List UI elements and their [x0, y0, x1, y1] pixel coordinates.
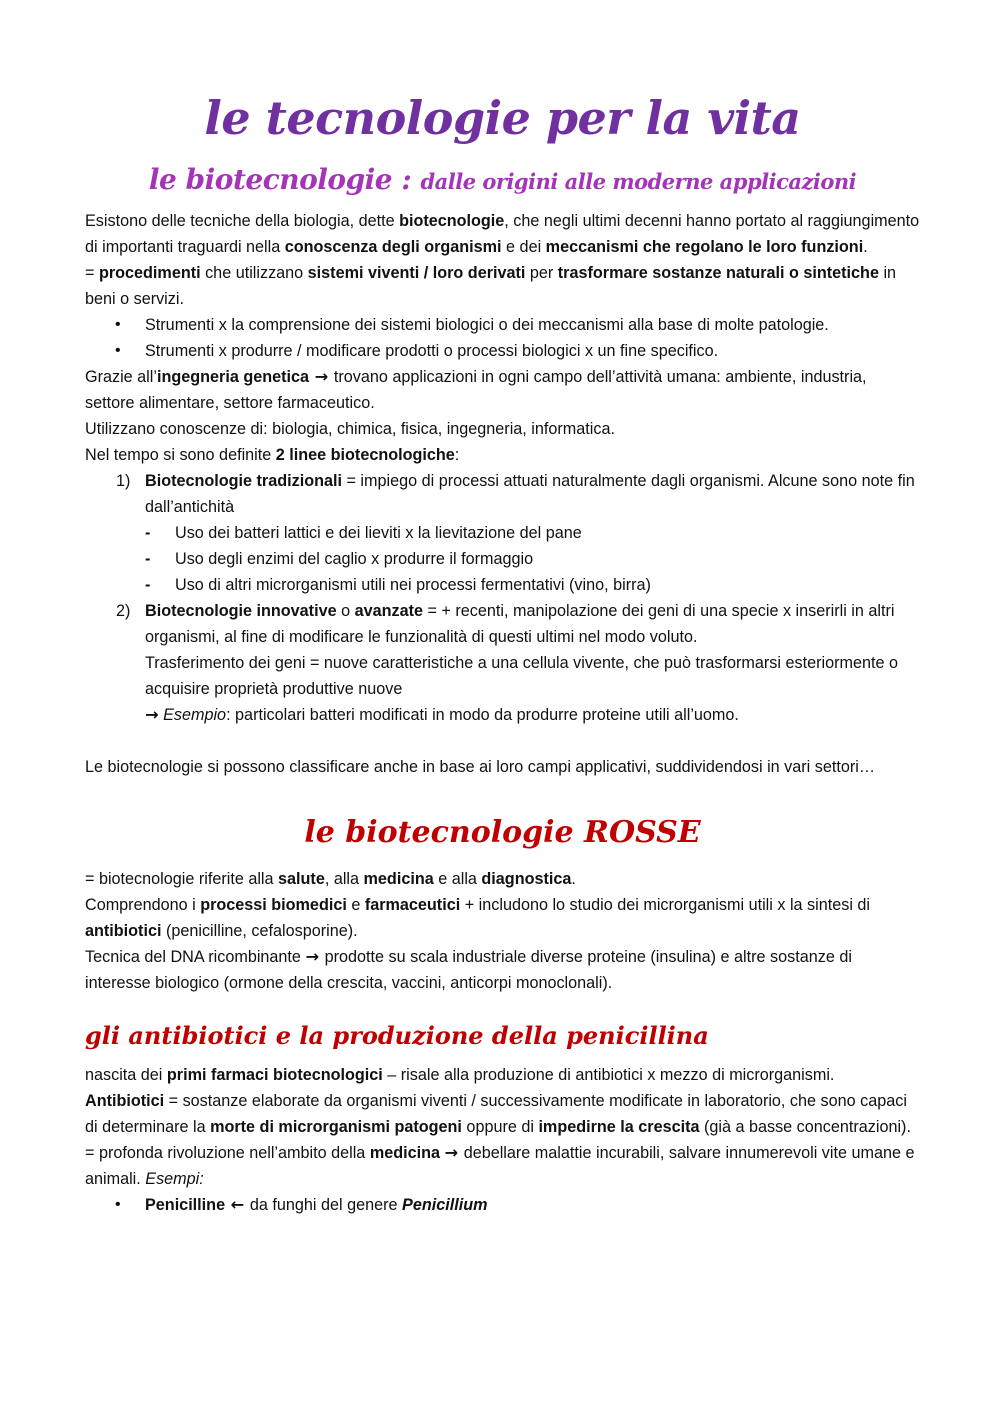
page-title: le tecnologie per la vita	[204, 91, 801, 145]
antibiotics-paragraph-2	[85, 1088, 920, 1140]
text-segment: e dei	[501, 238, 546, 256]
bold-text: diagnostica	[481, 870, 572, 888]
bold-text: conoscenza degli organismi	[284, 238, 502, 256]
bold-text: procedimenti	[98, 264, 201, 282]
text-segment: , alla	[324, 870, 364, 888]
text-segment: e	[346, 896, 365, 914]
text-segment: .	[863, 238, 868, 256]
intro-bullet-list	[85, 312, 920, 364]
text-segment: :	[454, 446, 460, 464]
text-segment: nascita dei	[85, 1066, 167, 1084]
text-segment: e alla	[433, 870, 482, 888]
arrow-icon: →	[309, 367, 334, 386]
intro-paragraph-1	[85, 208, 920, 260]
text-segment: oppure di	[461, 1118, 539, 1136]
text-segment: o	[336, 602, 355, 620]
text-segment: Grazie all’	[85, 368, 157, 386]
bold-text: sistemi viventi / loro derivati	[307, 264, 526, 282]
bold-text: trasformare sostanze naturali o sintetiche	[557, 264, 879, 282]
list-item-traditional	[85, 468, 920, 598]
bold-text: Biotecnologie innovative	[145, 602, 337, 620]
text-segment: debellare malattie incurabili, salvare innumerevoli vite umane e animali.	[85, 1144, 915, 1188]
list-item	[85, 1192, 920, 1218]
document-page	[85, 0, 920, 1218]
gene-transfer-text: Trasferimento dei geni = nuove caratteristiche a una cellula vivente, che può trasformarsi esteriormente o acquisire proprietà produttive nuove	[145, 654, 898, 698]
bold-text: morte di microrganismi patogeni	[210, 1118, 462, 1136]
bold-text: medicina	[369, 1144, 440, 1162]
antibiotics-bullet-list	[85, 1192, 920, 1218]
text-segment: + includono lo studio dei microrganismi utili x la sintesi di	[460, 896, 871, 914]
red-paragraph-1	[85, 866, 920, 892]
arrow-icon: →	[444, 1143, 464, 1162]
bold-text: 2 linee biotecnologiche	[275, 446, 455, 464]
bold-text: antibiotici	[85, 922, 162, 940]
list-item-innovative	[85, 598, 920, 728]
red-biotech-heading: le biotecnologie ROSSE	[304, 815, 701, 850]
text-segment: (penicilline, cefalosporine).	[161, 922, 358, 940]
list-item: - Uso dei batteri lattici e dei lieviti x la lievitazione del pane	[145, 520, 920, 546]
traditional-text	[145, 468, 920, 520]
text-segment: =	[85, 264, 99, 282]
biotech-lines-list	[85, 468, 920, 728]
arrow-right-icon: →	[145, 705, 159, 724]
text-segment: prodotte su scala industriale diverse proteine (insulina) e altre sostanze di interesse biologico (ormone della crescita, vaccini, anticorpi monoclonali).	[85, 948, 852, 992]
classify-paragraph: Le biotecnologie si possono classificare anche in base ai loro campi applicativi, suddividendosi in vari settori…	[85, 758, 876, 776]
bold-text: avanzate	[354, 602, 423, 620]
innovative-text	[145, 598, 920, 650]
text-segment: che utilizzano	[200, 264, 308, 282]
antibiotics-heading: gli antibiotici e la produzione della penicillina	[85, 1021, 709, 1050]
text-segment: = sostanze elaborate da organismi viventi / successivamente modificate in laboratorio, che sono capaci di determinare la	[85, 1092, 907, 1136]
bold-text: impedirne la crescita	[538, 1118, 700, 1136]
text-segment: – risale alla produzione di antibiotici x mezzo di microrganismi.	[382, 1066, 835, 1084]
example-line	[145, 702, 920, 728]
bold-text: meccanismi che regolano le loro funzioni	[545, 238, 864, 256]
traditional-examples	[145, 520, 920, 598]
example-text: : particolari batteri modificati in modo da produrre proteine utili all’uomo.	[226, 706, 739, 724]
intro-paragraph-5	[85, 442, 920, 468]
text-segment: trovano applicazioni in ogni campo dell’attività umana: ambiente, industria, settore alimentare, settore farmaceutico.	[85, 368, 867, 412]
text-segment: Esistono delle tecniche della biologia, dette	[85, 212, 400, 230]
bold-text: Antibiotici	[85, 1092, 165, 1110]
text-segment: = profonda rivoluzione nell’ambito della	[85, 1144, 370, 1162]
bold-text: Biotecnologie tradizionali	[145, 472, 342, 490]
list-item: • Strumenti x produrre / modificare prodotti o processi biologici x un fine specifico.	[85, 338, 920, 364]
bold-text: Penicillium	[402, 1196, 488, 1214]
list-number: 1)	[116, 472, 131, 490]
arrow-icon: →	[305, 947, 325, 966]
bold-text: Penicilline	[145, 1196, 226, 1214]
subtitle-main: le biotecnologie :	[148, 163, 412, 196]
antibiotics-paragraph-1	[85, 1062, 920, 1088]
text-segment: (già a basse concentrazioni).	[699, 1118, 911, 1136]
bold-text: ingegneria genetica	[156, 368, 309, 386]
text-segment: in beni o servizi.	[85, 264, 897, 308]
text-segment: = impiego di processi attuati naturalmente dagli organismi. Alcune sono note fin dall’antichità	[145, 472, 915, 516]
subtitle-rest: dalle origini alle moderne applicazioni	[420, 169, 857, 194]
text-segment: da funghi del genere	[249, 1196, 403, 1214]
intro-paragraph-4: Utilizzano conoscenze di: biologia, chimica, fisica, ingegneria, informatica.	[85, 420, 615, 438]
bold-text: primi farmaci biotecnologici	[166, 1066, 383, 1084]
red-paragraph-2	[85, 892, 920, 944]
antibiotics-paragraph-3	[85, 1140, 920, 1192]
intro-paragraph-3	[85, 364, 920, 416]
bold-text: biotecnologie	[399, 212, 505, 230]
list-item: - Uso degli enzimi del caglio x produrre il formaggio	[145, 546, 920, 572]
red-paragraph-3	[85, 944, 920, 996]
bold-text: medicina	[363, 870, 434, 888]
list-item: - Uso di altri microrganismi utili nei processi fermentativi (vino, birra)	[145, 572, 920, 598]
arrow-icon: ←	[225, 1195, 250, 1214]
bold-text: processi biomedici	[200, 896, 347, 914]
list-number: 2)	[116, 602, 131, 620]
text-segment: , che negli ultimi decenni hanno portato al raggiungimento di importanti traguardi nella	[85, 212, 920, 256]
page-subtitle	[85, 160, 920, 208]
list-item: • Strumenti x la comprensione dei sistemi biologici o dei meccanismi alla base di molte patologie.	[85, 312, 920, 338]
text-segment: per	[525, 264, 558, 282]
text-segment: Esempi:	[145, 1170, 204, 1188]
text-segment: = + recenti, manipolazione dei geni di una specie x inserirli in altri organismi, al fine di modificare le funzionalità di questi ultimi nel modo voluto.	[145, 602, 895, 646]
text-segment: = biotecnologie riferite alla	[85, 870, 279, 888]
bold-text: salute	[278, 870, 325, 888]
text-segment: .	[571, 870, 576, 888]
text-segment: Nel tempo si sono definite	[85, 446, 276, 464]
intro-paragraph-2	[85, 260, 920, 312]
text-segment: Tecnica del DNA ricombinante	[85, 948, 306, 966]
text-segment: Comprendono i	[85, 896, 201, 914]
bold-text: farmaceutici	[364, 896, 461, 914]
example-label: Esempio	[163, 706, 227, 724]
